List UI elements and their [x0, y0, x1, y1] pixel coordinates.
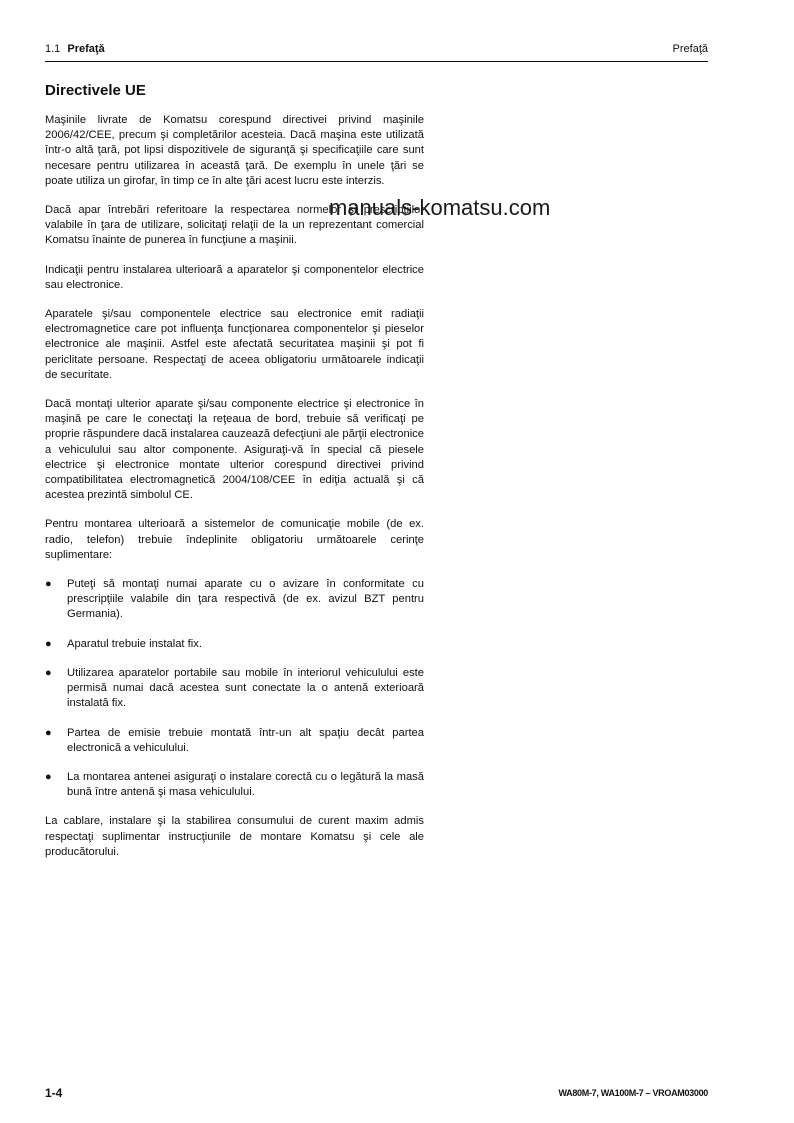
list-item-text: Partea de emisie trebuie montată într-un alt spaţiu decât partea electronică a vehiculului.	[67, 726, 424, 754]
list-item	[45, 666, 424, 712]
list-item	[45, 726, 424, 756]
page-header	[45, 40, 708, 62]
paragraph: Indicaţii pentru instalarea ulterioară a aparatelor şi componentelor electrice sau electronice.	[45, 263, 424, 291]
list-item	[45, 637, 424, 652]
page-title: Directivele UE	[45, 82, 146, 99]
document-code: WA80M-7, WA100M-7 – VROAM03000	[558, 1088, 708, 1098]
bullet-icon: ●	[45, 637, 52, 650]
page-number: 1-4	[45, 1086, 63, 1100]
paragraph: Dacă apar întrebări referitoare la respectarea normelor şi prescripţiilor valabile în ţara de utilizare, solicitaţi relaţii de la un reprezentant comercial Komatsu înainte de punerea în funcţiune a maşinii.	[45, 204, 424, 247]
paragraph: Dacă montaţi ulterior aparate şi/sau componente electrice şi electronice în maşină pe care le conectaţi la reţeaua de bord, trebuie să verificaţi pe proprie răspundere dacă instalarea cauzează defecţiuni ale părţii electronice a vehiculului sau altor componente. Asiguraţi-vă în special că piesele electrice şi electronice montate ulterior corespund directivei privind compatibilitatea electromagnetică 2004/108/CEE în ediţia actuală şi că acestea prezintă simbolul CE.	[45, 398, 424, 502]
list-item-text: Puteţi să montaţi numai aparate cu o avizare în conformitate cu prescripţiile valabile din ţara respectivă (de ex. avizul BZT pentru Germania).	[67, 578, 424, 621]
requirements-list	[45, 577, 424, 800]
header-section	[45, 43, 105, 55]
section-title: Prefaţă	[67, 43, 105, 55]
closing-paragraph: La cablare, instalare şi la stabilirea consumului de curent maxim admis respectaţi suplimentar instrucţiunile de montare Komatsu şi cele ale producătorului.	[45, 815, 424, 858]
bullet-icon: ●	[45, 578, 52, 591]
watermark: manuals-komatsu.com	[329, 195, 551, 220]
list-item-text: Aparatul trebuie instalat fix.	[67, 637, 202, 650]
paragraph: Pentru montarea ulterioară a sistemelor de comunicaţie mobile (de ex. radio, telefon) trebuie îndeplinite obligatoriu următoarele cerinţe suplimentare:	[45, 518, 424, 561]
paragraph: Maşinile livrate de Komatsu corespund directivei privind maşinile 2006/42/CEE, precum şi completărilor acesteia. Dacă maşina este utilizată într-o altă ţară, pot lipsi dispozitivele de siguranţă şi specificaţiile care sunt necesare pentru utilizarea în această ţară. De exemplu în unele ţări se poate utiliza un girofar, în timp ce în alte ţări acest lucru este interzis.	[45, 114, 424, 187]
document-body	[45, 113, 424, 874]
section-number: 1.1	[45, 43, 61, 55]
bullet-icon: ●	[45, 726, 52, 739]
list-item-text: La montarea antenei asiguraţi o instalare corectă cu o legătură la masă bună între antenă şi masa vehiculului.	[67, 770, 424, 799]
paragraph: Aparatele şi/sau componentele electrice sau electronice emit radiaţii electromagnetice care pot influenţa funcţionarea componentelor şi pieselor electronice ale maşinii. Astfel este afectată securitatea maşinii şi pot fi periclitate persoane. Respectaţi de aceea obligatoriu următoarele indicaţii de securitate.	[45, 308, 424, 381]
bullet-icon: ●	[45, 770, 52, 783]
list-item	[45, 577, 424, 623]
header-right-title: Prefaţă	[672, 43, 708, 55]
list-item-text: Utilizarea aparatelor portabile sau mobile în interiorul vehiculului este permisă numai dacă acestea sunt conectate la o antenă exterioară instalată fix.	[67, 666, 424, 710]
list-item	[45, 770, 424, 800]
bullet-icon: ●	[45, 666, 52, 679]
